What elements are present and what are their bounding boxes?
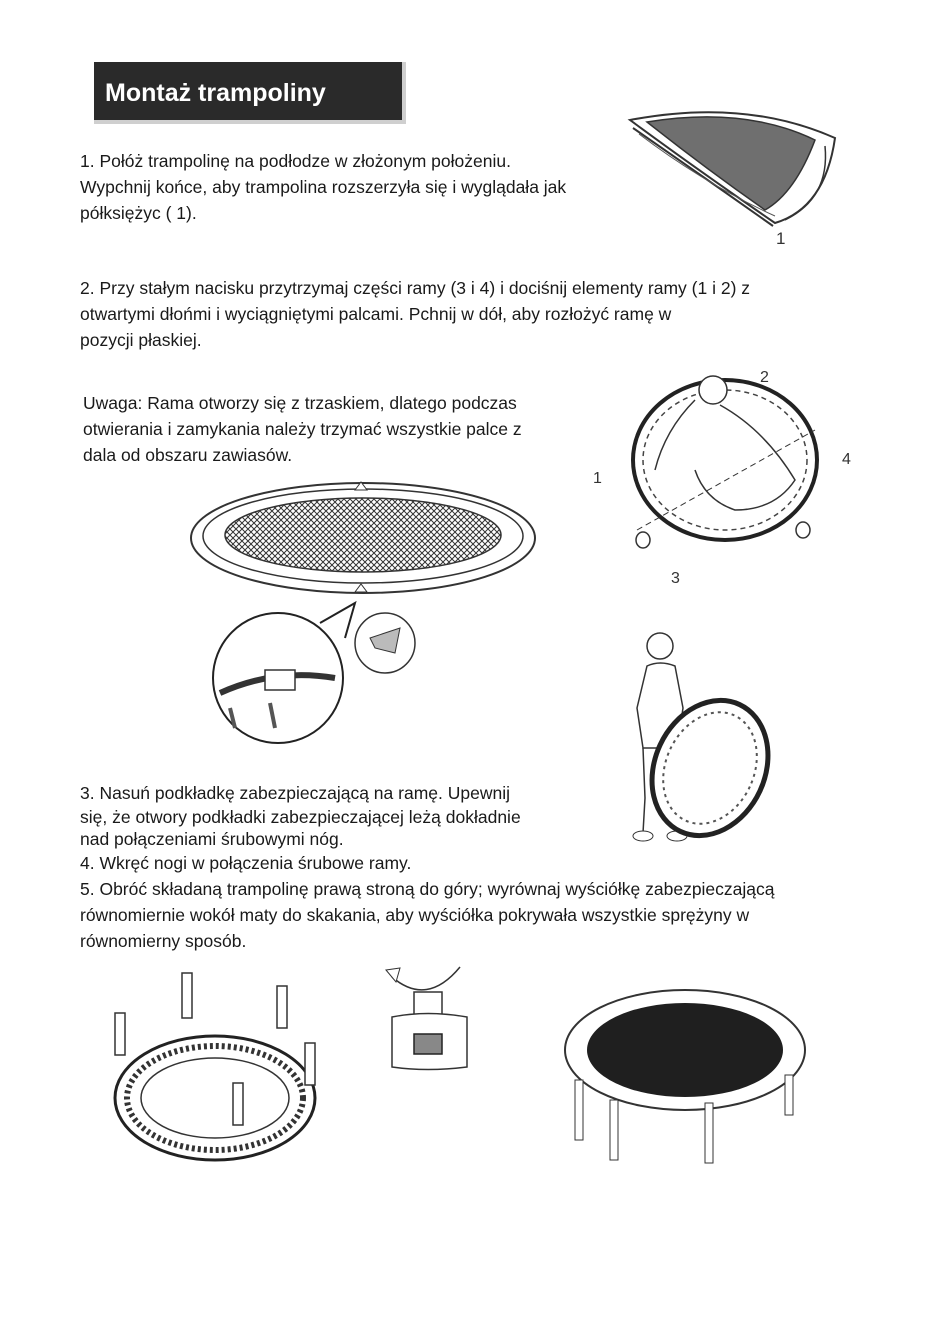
step-4-line: 4. Wkręć nogi w połączenia śrubowe ramy. xyxy=(80,853,412,873)
step-1-line-1: 1. Połóż trampolinę na podłodze w złożonym położeniu. xyxy=(80,151,511,171)
screw-leg-detail-illustration xyxy=(382,962,472,1082)
step-1-text xyxy=(80,148,566,226)
warning-line-1: Uwaga: Rama otworzy się z trzaskiem, dlatego podczas xyxy=(83,393,517,413)
folded-trampoline-illustration xyxy=(625,98,840,228)
label-3: 3 xyxy=(671,570,680,587)
frame-with-legs-illustration xyxy=(105,968,325,1168)
step-1-line-3: półksiężyc ( 1). xyxy=(80,203,197,223)
section-title-box xyxy=(94,62,406,124)
section-title: Montaż trampoliny xyxy=(105,79,326,107)
steps-3-5-text xyxy=(80,780,775,954)
label-1: 1 xyxy=(593,470,602,487)
step-5-line-1: 5. Obróć składaną trampolinę prawą stroną do góry; wyrównaj wyściółkę zabezpieczającą xyxy=(80,879,775,899)
step-3-line-3: nad połączeniami śrubowymi nóg. xyxy=(80,829,344,849)
figure-1-number: 1 xyxy=(776,229,786,248)
step-5-line-3: równomierny sposób. xyxy=(80,931,247,951)
warning-text xyxy=(83,390,522,468)
step-5-line-2: równomiernie wokół maty do skakania, aby wyściółka pokrywała wszystkie sprężyny w xyxy=(80,905,750,925)
step-2-line-1: 2. Przy stałym nacisku przytrzymaj części ramy (3 i 4) i dociśnij elementy ramy (1 i 2) z xyxy=(80,278,751,298)
warning-line-2: otwierania i zamykania należy trzymać wszystkie palce z xyxy=(83,419,522,439)
step-2-line-3: pozycji płaskiej. xyxy=(80,330,202,350)
step-2-line-2: otwartymi dłońmi i wyciągniętymi palcami. Pchnij w dół, aby rozłożyć ramę w xyxy=(80,304,672,324)
trampoline-top-view-illustration xyxy=(185,478,555,748)
step-3-line-2: się, że otwory podkładki zabezpieczającej leżą dokładnie xyxy=(80,807,521,827)
label-2: 2 xyxy=(760,369,769,386)
step-2-text xyxy=(80,275,750,353)
assembled-trampoline-illustration xyxy=(560,985,810,1165)
step-1-line-2: Wypchnij końce, aby trampolina rozszerzyła się i wyglądała jak xyxy=(80,177,567,197)
unfolding-frame-illustration xyxy=(625,370,840,560)
label-4: 4 xyxy=(842,451,851,468)
warning-line-3: dala od obszaru zawiasów. xyxy=(83,445,293,465)
step-3-line-1: 3. Nasuń podkładkę zabezpieczającą na ramę. Upewnij xyxy=(80,783,510,803)
